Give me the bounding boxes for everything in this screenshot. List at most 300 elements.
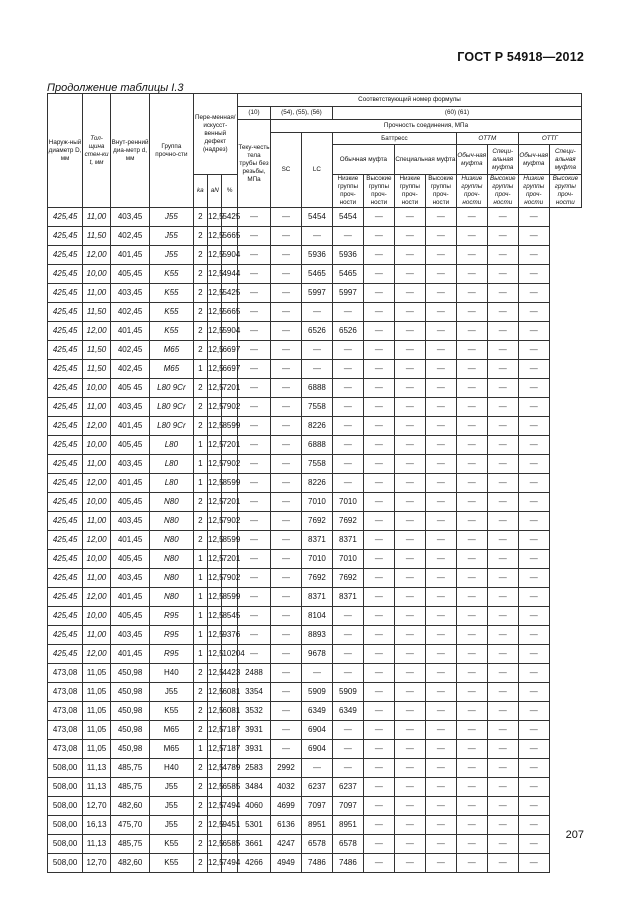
- table-cell: 482,60: [110, 797, 149, 816]
- table-cell: 401,45: [110, 531, 149, 550]
- table-cell: —: [456, 303, 487, 322]
- table-cell: 405 45: [110, 379, 149, 398]
- table-cell: 11,00: [83, 626, 111, 645]
- table-cell: 11,05: [83, 683, 111, 702]
- table-cell: H40: [150, 759, 193, 778]
- table-cell: —: [425, 721, 456, 740]
- table-cell: —: [363, 360, 394, 379]
- table-cell: 7692: [301, 512, 332, 531]
- col-lc: LC: [301, 133, 332, 208]
- table-cell: 6578: [301, 835, 332, 854]
- table-cell: 7097: [301, 797, 332, 816]
- table-cell: 7692: [301, 569, 332, 588]
- table-cell: 1: [193, 360, 207, 379]
- table-cell: 450,98: [110, 702, 149, 721]
- table-cell: 5454: [301, 208, 332, 227]
- table-cell: —: [271, 588, 302, 607]
- table-row: [48, 265, 582, 284]
- col-a-n: aN: [208, 175, 222, 208]
- table-cell: J55: [150, 778, 193, 797]
- table-cell: 425,45: [48, 474, 83, 493]
- table-cell: 7010: [332, 550, 363, 569]
- table-row: [48, 417, 582, 436]
- table-cell: —: [394, 721, 425, 740]
- table-cell: 6904: [301, 740, 332, 759]
- table-cell: 425,45: [48, 550, 83, 569]
- table-cell: —: [456, 360, 487, 379]
- table-cell: —: [332, 303, 363, 322]
- table-row: [48, 360, 582, 379]
- document-code: ГОСТ Р 54918—2012: [457, 50, 584, 64]
- table-row: [48, 759, 582, 778]
- table-cell: —: [394, 208, 425, 227]
- table-cell: —: [518, 854, 549, 873]
- table-cell: 403,45: [110, 626, 149, 645]
- table-cell: 405,45: [110, 436, 149, 455]
- table-cell: 2: [193, 246, 207, 265]
- table-cell: 2: [193, 797, 207, 816]
- table-cell: —: [394, 265, 425, 284]
- table-cell: —: [363, 645, 394, 664]
- table-cell: —: [518, 721, 549, 740]
- table-cell: —: [237, 455, 270, 474]
- buttress-special-low: Низкие группы проч-ности: [394, 175, 425, 208]
- strength-table: [47, 93, 582, 873]
- table-cell: 425,45: [48, 455, 83, 474]
- table-cell: —: [271, 512, 302, 531]
- ottm-high: Высокие группы проч-ности: [487, 175, 518, 208]
- table-cell: 12,5: [208, 759, 222, 778]
- table-cell: —: [487, 360, 518, 379]
- table-cell: —: [363, 588, 394, 607]
- table-cell: 11,00: [83, 455, 111, 474]
- table-cell: —: [425, 379, 456, 398]
- table-cell: —: [456, 854, 487, 873]
- table-cell: —: [363, 512, 394, 531]
- table-cell: 5425: [222, 284, 238, 303]
- table-cell: 12,5: [208, 588, 222, 607]
- table-cell: —: [425, 664, 456, 683]
- table-cell: —: [518, 379, 549, 398]
- table-cell: N80: [150, 493, 193, 512]
- table-cell: K55: [150, 284, 193, 303]
- table-cell: 12,5: [208, 721, 222, 740]
- table-cell: —: [425, 398, 456, 417]
- table-cell: 402,45: [110, 360, 149, 379]
- table-cell: —: [237, 227, 270, 246]
- table-cell: 11,05: [83, 664, 111, 683]
- table-cell: 11,00: [83, 208, 111, 227]
- table-cell: 1: [193, 645, 207, 664]
- table-row: [48, 550, 582, 569]
- table-cell: —: [518, 455, 549, 474]
- table-cell: —: [425, 854, 456, 873]
- table-cell: —: [456, 816, 487, 835]
- table-cell: 3484: [237, 778, 270, 797]
- table-cell: K55: [150, 303, 193, 322]
- table-cell: —: [237, 265, 270, 284]
- table-cell: 7187: [222, 740, 238, 759]
- table-cell: —: [332, 664, 363, 683]
- table-cell: 1: [193, 740, 207, 759]
- table-cell: —: [394, 284, 425, 303]
- table-cell: K55: [150, 835, 193, 854]
- table-cell: —: [487, 607, 518, 626]
- table-cell: 12,5: [208, 835, 222, 854]
- table-cell: —: [237, 360, 270, 379]
- table-cell: —: [425, 740, 456, 759]
- table-cell: 403,45: [110, 569, 149, 588]
- table-cell: —: [518, 474, 549, 493]
- table-cell: 425,45: [48, 303, 83, 322]
- table-cell: —: [271, 607, 302, 626]
- table-cell: —: [518, 607, 549, 626]
- table-cell: —: [271, 303, 302, 322]
- table-cell: —: [425, 208, 456, 227]
- formula-54-56: (54), (55), (56): [271, 107, 333, 120]
- table-cell: 2: [193, 816, 207, 835]
- table-cell: 12,5: [208, 360, 222, 379]
- table-cell: R95: [150, 607, 193, 626]
- table-cell: —: [487, 379, 518, 398]
- table-cell: —: [487, 626, 518, 645]
- table-cell: R95: [150, 626, 193, 645]
- table-cell: —: [394, 322, 425, 341]
- table-cell: —: [237, 208, 270, 227]
- table-cell: —: [394, 664, 425, 683]
- table-cell: M65: [150, 740, 193, 759]
- table-row: [48, 664, 582, 683]
- table-cell: —: [487, 816, 518, 835]
- table-cell: L80: [150, 474, 193, 493]
- table-cell: 485,75: [110, 778, 149, 797]
- buttress-header: Баттресс: [332, 133, 456, 145]
- table-cell: 12,5: [208, 303, 222, 322]
- table-cell: —: [456, 512, 487, 531]
- table-cell: 12,5: [208, 493, 222, 512]
- table-cell: —: [456, 284, 487, 303]
- table-cell: —: [332, 417, 363, 436]
- table-cell: —: [487, 550, 518, 569]
- table-cell: —: [456, 379, 487, 398]
- table-cell: —: [237, 493, 270, 512]
- table-cell: —: [394, 246, 425, 265]
- table-cell: —: [425, 512, 456, 531]
- table-row: [48, 626, 582, 645]
- table-cell: —: [518, 683, 549, 702]
- table-cell: 12,70: [83, 854, 111, 873]
- table-cell: —: [425, 227, 456, 246]
- table-cell: —: [456, 550, 487, 569]
- table-cell: —: [425, 759, 456, 778]
- table-cell: 8599: [222, 417, 238, 436]
- table-cell: J55: [150, 797, 193, 816]
- table-cell: 2: [193, 778, 207, 797]
- table-cell: 425,45: [48, 531, 83, 550]
- table-cell: —: [237, 379, 270, 398]
- table-cell: 8226: [301, 417, 332, 436]
- table-row: [48, 797, 582, 816]
- table-cell: K55: [150, 854, 193, 873]
- table-cell: 7486: [301, 854, 332, 873]
- table-cell: —: [425, 474, 456, 493]
- table-cell: —: [518, 778, 549, 797]
- table-row: [48, 303, 582, 322]
- table-cell: N80: [150, 512, 193, 531]
- table-cell: —: [363, 626, 394, 645]
- formula-10: (10): [237, 107, 270, 120]
- table-cell: —: [487, 569, 518, 588]
- table-cell: —: [237, 569, 270, 588]
- table-cell: 12,5: [208, 816, 222, 835]
- table-cell: 12,00: [83, 588, 111, 607]
- table-cell: —: [363, 721, 394, 740]
- table-cell: —: [518, 265, 549, 284]
- table-cell: —: [394, 303, 425, 322]
- table-cell: 12,5: [208, 778, 222, 797]
- table-cell: —: [394, 759, 425, 778]
- table-cell: 425,45: [48, 379, 83, 398]
- table-cell: 3931: [237, 721, 270, 740]
- table-cell: 473,08: [48, 721, 83, 740]
- table-cell: —: [394, 626, 425, 645]
- table-cell: 4423: [222, 664, 238, 683]
- table-cell: —: [456, 227, 487, 246]
- col-wall-thickness: Тол-щина стен-ки t, мм: [83, 94, 111, 208]
- table-cell: —: [237, 246, 270, 265]
- table-cell: —: [363, 303, 394, 322]
- table-cell: 6578: [332, 835, 363, 854]
- table-cell: —: [332, 626, 363, 645]
- table-cell: —: [271, 398, 302, 417]
- table-cell: 7692: [332, 512, 363, 531]
- table-cell: 6888: [301, 379, 332, 398]
- table-cell: 5425: [222, 208, 238, 227]
- table-cell: —: [394, 398, 425, 417]
- table-cell: 425,45: [48, 512, 83, 531]
- table-cell: —: [237, 512, 270, 531]
- table-cell: 10,00: [83, 265, 111, 284]
- table-cell: 12,5: [208, 531, 222, 550]
- table-cell: 11,50: [83, 303, 111, 322]
- table-cell: —: [394, 854, 425, 873]
- table-cell: 450,98: [110, 664, 149, 683]
- table-cell: 425,45: [48, 265, 83, 284]
- table-cell: —: [394, 360, 425, 379]
- table-row: [48, 721, 582, 740]
- table-cell: 6697: [222, 360, 238, 379]
- table-cell: —: [363, 493, 394, 512]
- table-cell: 2: [193, 398, 207, 417]
- table-cell: —: [332, 607, 363, 626]
- table-cell: —: [518, 759, 549, 778]
- table-row: [48, 379, 582, 398]
- table-cell: —: [332, 455, 363, 474]
- table-cell: J55: [150, 683, 193, 702]
- table-cell: —: [332, 341, 363, 360]
- table-cell: 7902: [222, 512, 238, 531]
- table-cell: —: [518, 341, 549, 360]
- table-cell: —: [456, 455, 487, 474]
- table-cell: —: [363, 284, 394, 303]
- table-cell: —: [456, 740, 487, 759]
- table-cell: 5909: [332, 683, 363, 702]
- table-cell: 12,5: [208, 512, 222, 531]
- table-cell: 425.45: [48, 588, 83, 607]
- table-cell: 12,5: [208, 379, 222, 398]
- table-cell: 9376: [222, 626, 238, 645]
- table-cell: 6081: [222, 683, 238, 702]
- table-row: [48, 588, 582, 607]
- table-cell: J55: [150, 816, 193, 835]
- table-cell: K55: [150, 702, 193, 721]
- table-cell: 401,45: [110, 474, 149, 493]
- table-cell: —: [332, 227, 363, 246]
- table-cell: 12,5: [208, 797, 222, 816]
- table-cell: —: [487, 227, 518, 246]
- table-cell: —: [301, 664, 332, 683]
- table-row: [48, 322, 582, 341]
- table-cell: 11,13: [83, 759, 111, 778]
- table-cell: —: [271, 740, 302, 759]
- table-cell: 10,00: [83, 493, 111, 512]
- table-cell: 425,45: [48, 398, 83, 417]
- table-cell: —: [456, 417, 487, 436]
- table-cell: —: [394, 341, 425, 360]
- table-cell: 6136: [271, 816, 302, 835]
- table-cell: 11,13: [83, 778, 111, 797]
- table-cell: —: [518, 626, 549, 645]
- table-cell: 2: [193, 512, 207, 531]
- table-cell: —: [487, 246, 518, 265]
- table-cell: —: [425, 455, 456, 474]
- table-cell: 5904: [222, 246, 238, 265]
- table-cell: —: [518, 436, 549, 455]
- table-cell: —: [363, 379, 394, 398]
- table-cell: 5465: [332, 265, 363, 284]
- table-cell: 5936: [332, 246, 363, 265]
- table-cell: —: [394, 588, 425, 607]
- table-cell: 508,00: [48, 835, 83, 854]
- table-row: [48, 284, 582, 303]
- col-body-yield: Теку-честь тела трубы без резьбы, МПа: [237, 120, 270, 208]
- table-cell: 1: [193, 588, 207, 607]
- table-cell: —: [425, 550, 456, 569]
- table-cell: 7558: [301, 398, 332, 417]
- table-cell: —: [271, 284, 302, 303]
- table-cell: 508,00: [48, 778, 83, 797]
- table-cell: —: [237, 303, 270, 322]
- table-cell: —: [363, 531, 394, 550]
- table-row: [48, 835, 582, 854]
- table-cell: 12,5: [208, 474, 222, 493]
- table-cell: 425,45: [48, 322, 83, 341]
- table-cell: 1: [193, 569, 207, 588]
- table-cell: 6904: [301, 721, 332, 740]
- table-cell: —: [271, 436, 302, 455]
- table-cell: —: [487, 531, 518, 550]
- table-cell: —: [271, 550, 302, 569]
- table-row: [48, 341, 582, 360]
- table-cell: N80: [150, 531, 193, 550]
- table-cell: —: [394, 607, 425, 626]
- table-cell: 403,45: [110, 512, 149, 531]
- table-cell: 5665: [222, 227, 238, 246]
- table-cell: —: [237, 284, 270, 303]
- table-cell: N80: [150, 550, 193, 569]
- formula-group-header: Соответствующий номер формулы: [237, 94, 581, 107]
- table-cell: 9451: [222, 816, 238, 835]
- table-cell: —: [394, 816, 425, 835]
- table-cell: 7494: [222, 797, 238, 816]
- table-body: [48, 208, 582, 873]
- table-cell: —: [425, 702, 456, 721]
- table-cell: R95: [150, 645, 193, 664]
- table-cell: 5454: [332, 208, 363, 227]
- table-cell: 508,00: [48, 797, 83, 816]
- table-cell: 12,5: [208, 569, 222, 588]
- table-cell: —: [363, 436, 394, 455]
- table-cell: 425,45: [48, 360, 83, 379]
- table-cell: 425,45: [48, 417, 83, 436]
- table-cell: 12,5: [208, 246, 222, 265]
- table-cell: 6526: [332, 322, 363, 341]
- table-cell: —: [518, 360, 549, 379]
- table-cell: 7201: [222, 493, 238, 512]
- table-cell: 2: [193, 227, 207, 246]
- table-cell: —: [301, 303, 332, 322]
- table-cell: 8226: [301, 474, 332, 493]
- table-cell: 12,5: [208, 227, 222, 246]
- table-cell: N80: [150, 588, 193, 607]
- table-cell: 6526: [301, 322, 332, 341]
- table-cell: 10,00: [83, 379, 111, 398]
- table-cell: —: [237, 474, 270, 493]
- table-cell: —: [425, 284, 456, 303]
- table-cell: —: [394, 436, 425, 455]
- table-cell: —: [363, 778, 394, 797]
- table-cell: —: [363, 664, 394, 683]
- col-sc: SC: [271, 133, 302, 208]
- table-cell: —: [425, 626, 456, 645]
- table-cell: —: [518, 664, 549, 683]
- table-cell: —: [425, 569, 456, 588]
- table-cell: 485,75: [110, 835, 149, 854]
- table-cell: —: [363, 550, 394, 569]
- table-row: [48, 702, 582, 721]
- table-cell: —: [487, 721, 518, 740]
- ottg-high: Высокие группы проч-ности: [549, 175, 581, 208]
- table-cell: 2: [193, 664, 207, 683]
- table-cell: 7010: [332, 493, 363, 512]
- table-cell: 475,70: [110, 816, 149, 835]
- table-cell: —: [363, 607, 394, 626]
- table-cell: 11,00: [83, 398, 111, 417]
- table-cell: 2: [193, 303, 207, 322]
- table-cell: 12,5: [208, 341, 222, 360]
- table-cell: —: [394, 227, 425, 246]
- table-cell: 2: [193, 208, 207, 227]
- table-cell: —: [518, 550, 549, 569]
- table-cell: 425,45: [48, 341, 83, 360]
- table-cell: —: [363, 322, 394, 341]
- table-cell: 1: [193, 455, 207, 474]
- table-cell: 402,45: [110, 227, 149, 246]
- table-cell: —: [425, 816, 456, 835]
- table-cell: 6585: [222, 778, 238, 797]
- table-cell: 7902: [222, 455, 238, 474]
- table-cell: 6349: [301, 702, 332, 721]
